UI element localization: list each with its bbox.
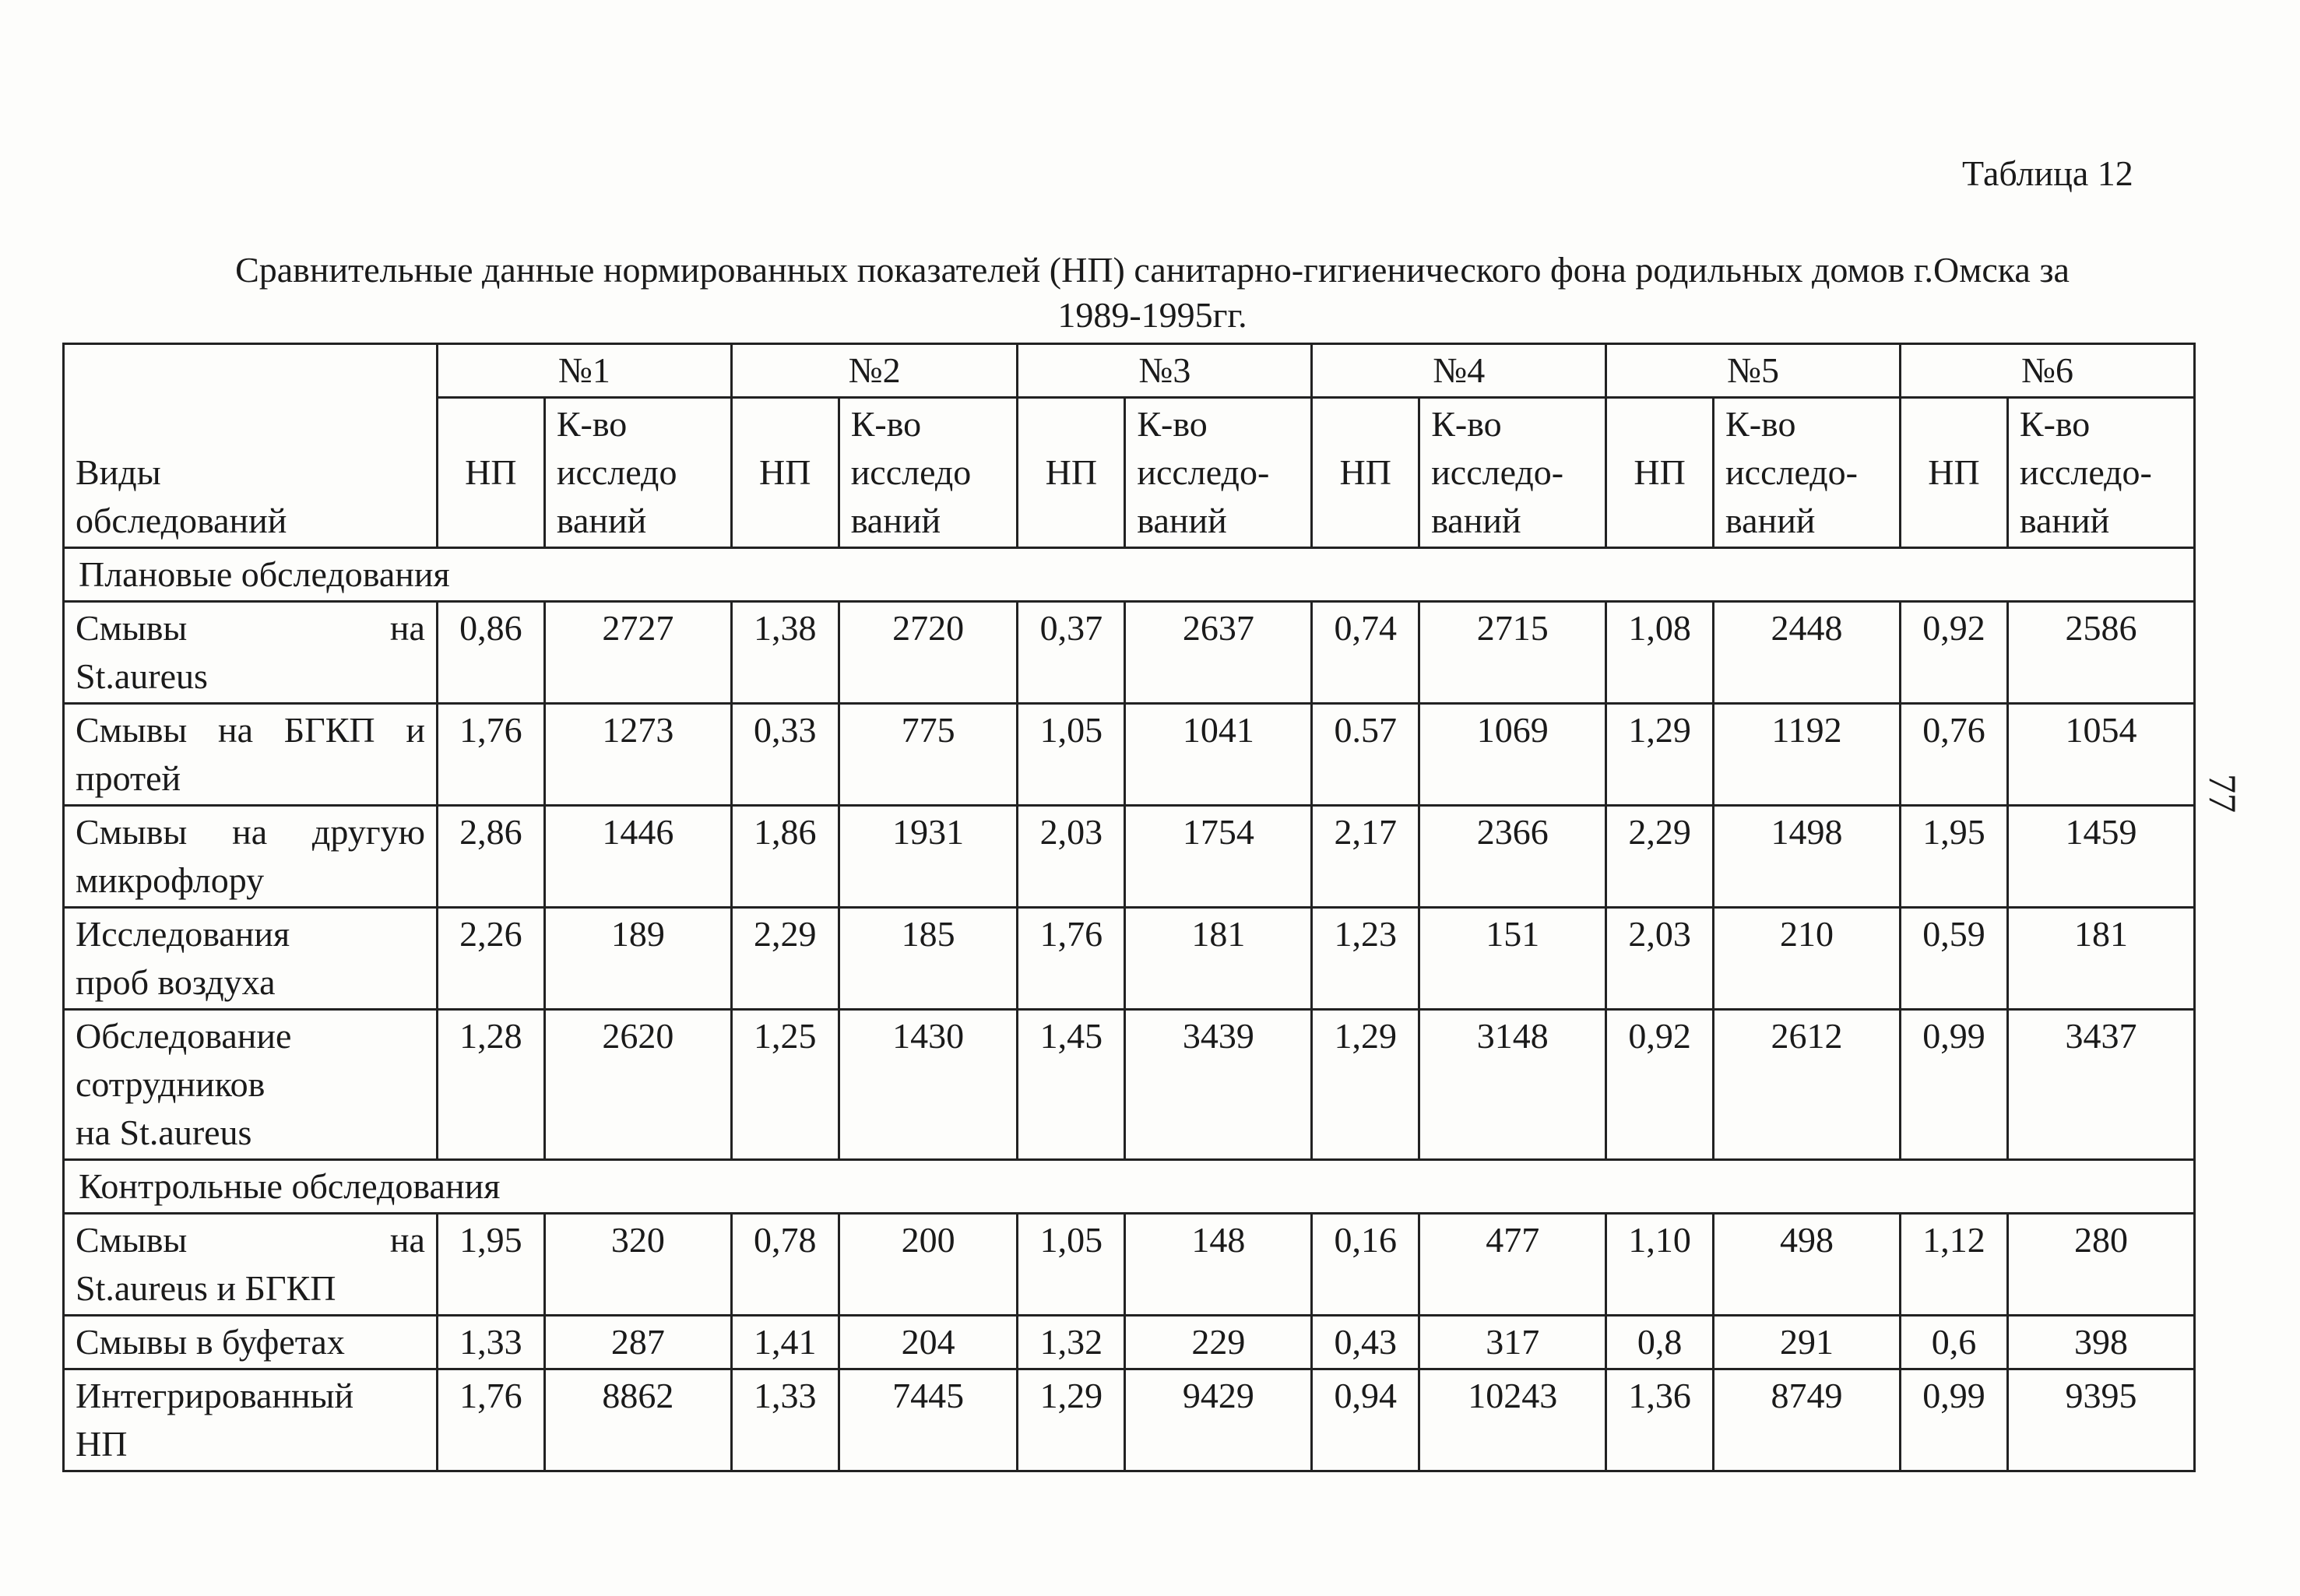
count-cell: 1069 [1419, 704, 1606, 806]
header-count-line: исследо- [1137, 452, 1270, 492]
section-title: Плановые обследования [64, 548, 2195, 602]
row-label [64, 602, 438, 704]
header-count-3 [1125, 398, 1312, 548]
count-cell: 2612 [1714, 1010, 1901, 1160]
np-cell: 1,29 [1018, 1369, 1125, 1471]
row-label-line: St.aureus [76, 656, 208, 696]
np-cell: 2,29 [731, 908, 839, 1010]
header-group-4: №4 [1312, 344, 1606, 398]
table-row [64, 704, 2195, 806]
header-group-6: №6 [1901, 344, 2195, 398]
header-group-row [64, 344, 2195, 398]
count-cell: 189 [544, 908, 731, 1010]
count-cell: 2715 [1419, 602, 1606, 704]
table-number: Таблица 12 [1962, 153, 2133, 193]
np-cell: 1,86 [731, 806, 839, 908]
header-count-5 [1714, 398, 1901, 548]
count-cell: 1430 [839, 1010, 1018, 1160]
header-count-line: ваний [1431, 501, 1521, 540]
row-label [64, 1369, 438, 1471]
row-label-line: протей [76, 758, 181, 798]
np-cell: 1,05 [1018, 704, 1125, 806]
header-count-6 [2007, 398, 2194, 548]
header-count-line: исследо- [1725, 452, 1858, 492]
row-label-line: Смывы на [76, 608, 425, 648]
np-cell: 0,8 [1606, 1316, 1714, 1369]
row-label-line: Смывы в буфетах [76, 1322, 345, 1362]
count-cell: 317 [1419, 1316, 1606, 1369]
count-cell: 1273 [544, 704, 731, 806]
table-row [64, 908, 2195, 1010]
row-label [64, 704, 438, 806]
table-row [64, 602, 2195, 704]
np-cell: 1,33 [731, 1369, 839, 1471]
header-count-2 [839, 398, 1018, 548]
np-cell: 1,08 [1606, 602, 1714, 704]
count-cell: 477 [1419, 1214, 1606, 1316]
count-cell: 148 [1125, 1214, 1312, 1316]
header-count-line: К-во [2019, 404, 2091, 444]
header-count-line: ваний [2019, 501, 2110, 540]
header-np-1: НП [437, 398, 544, 548]
row-label-line: Исследования [76, 914, 290, 954]
row-label-line: микрофлору [76, 860, 265, 900]
header-group-2: №2 [731, 344, 1018, 398]
count-cell: 185 [839, 908, 1018, 1010]
count-cell: 3437 [2007, 1010, 2194, 1160]
row-label [64, 1316, 438, 1369]
np-cell: 0,6 [1901, 1316, 2008, 1369]
section-title: Контрольные обследования [64, 1160, 2195, 1214]
data-table [62, 343, 2196, 1472]
row-label [64, 908, 438, 1010]
header-count-line: К-во [1137, 404, 1208, 444]
np-cell: 0,99 [1901, 1010, 2008, 1160]
np-cell: 1,76 [437, 1369, 544, 1471]
np-cell: 1,32 [1018, 1316, 1125, 1369]
caption-line-1: Сравнительные данные нормированных показателей (НП) санитарно-гигиенического фона родильных домов г.Омска за [235, 250, 2070, 290]
header-count-line: К-во [1725, 404, 1796, 444]
table-row [64, 1369, 2195, 1471]
np-cell: 1,05 [1018, 1214, 1125, 1316]
table-row [64, 1316, 2195, 1369]
np-cell: 0,43 [1312, 1316, 1419, 1369]
count-cell: 2727 [544, 602, 731, 704]
count-cell: 1459 [2007, 806, 2194, 908]
np-cell: 0,86 [437, 602, 544, 704]
count-cell: 8749 [1714, 1369, 1901, 1471]
np-cell: 1,33 [437, 1316, 544, 1369]
header-np-5: НП [1606, 398, 1714, 548]
row-label [64, 806, 438, 908]
np-cell: 0,16 [1312, 1214, 1419, 1316]
np-cell: 2,17 [1312, 806, 1419, 908]
header-np-2: НП [731, 398, 839, 548]
np-cell: 1,29 [1312, 1010, 1419, 1160]
count-cell: 181 [2007, 908, 2194, 1010]
count-cell: 10243 [1419, 1369, 1606, 1471]
count-cell: 2637 [1125, 602, 1312, 704]
header-np-6: НП [1901, 398, 2008, 548]
header-count-line: ваний [1137, 501, 1227, 540]
row-label [64, 1214, 438, 1316]
count-cell: 498 [1714, 1214, 1901, 1316]
np-cell: 0,76 [1901, 704, 2008, 806]
np-cell: 0,78 [731, 1214, 839, 1316]
np-cell: 1,38 [731, 602, 839, 704]
section-row [64, 1160, 2195, 1214]
count-cell: 775 [839, 704, 1018, 806]
header-count-line: К-во [850, 404, 922, 444]
np-cell: 1,95 [437, 1214, 544, 1316]
table-row [64, 806, 2195, 908]
row-label-line: НП [76, 1424, 128, 1464]
np-cell: 1,23 [1312, 908, 1419, 1010]
header-kind-cell: Виды обследований [64, 344, 438, 548]
header-count-line: ваний [850, 501, 941, 540]
count-cell: 2720 [839, 602, 1018, 704]
count-cell: 3439 [1125, 1010, 1312, 1160]
count-cell: 1498 [1714, 806, 1901, 908]
row-label-line: Обследование [76, 1016, 292, 1056]
count-cell: 1931 [839, 806, 1018, 908]
count-cell: 1754 [1125, 806, 1312, 908]
count-cell: 151 [1419, 908, 1606, 1010]
np-cell: 2,86 [437, 806, 544, 908]
header-count-line: К-во [556, 404, 628, 444]
count-cell: 8862 [544, 1369, 731, 1471]
header-count-line: ваний [1725, 501, 1816, 540]
count-cell: 3148 [1419, 1010, 1606, 1160]
np-cell: 0,92 [1901, 602, 2008, 704]
count-cell: 280 [2007, 1214, 2194, 1316]
count-cell: 1041 [1125, 704, 1312, 806]
section-row [64, 548, 2195, 602]
row-label-line: сотрудников [76, 1064, 266, 1104]
np-cell: 1,76 [1018, 908, 1125, 1010]
count-cell: 200 [839, 1214, 1018, 1316]
header-group-5: №5 [1606, 344, 1901, 398]
count-cell: 229 [1125, 1316, 1312, 1369]
count-cell: 320 [544, 1214, 731, 1316]
header-count-line: К-во [1431, 404, 1502, 444]
np-cell: 2,03 [1606, 908, 1714, 1010]
np-cell: 1,45 [1018, 1010, 1125, 1160]
header-count-4 [1419, 398, 1606, 548]
count-cell: 9429 [1125, 1369, 1312, 1471]
count-cell: 2448 [1714, 602, 1901, 704]
np-cell: 0,94 [1312, 1369, 1419, 1471]
count-cell: 1192 [1714, 704, 1901, 806]
table-row [64, 1010, 2195, 1160]
np-cell: 0.57 [1312, 704, 1419, 806]
count-cell: 7445 [839, 1369, 1018, 1471]
np-cell: 1,10 [1606, 1214, 1714, 1316]
np-cell: 1,12 [1901, 1214, 2008, 1316]
count-cell: 1446 [544, 806, 731, 908]
np-cell: 1,29 [1606, 704, 1714, 806]
np-cell: 1,25 [731, 1010, 839, 1160]
count-cell: 291 [1714, 1316, 1901, 1369]
row-label-line: Смывы на БГКП и [76, 710, 425, 750]
table-caption [78, 248, 2227, 338]
np-cell: 0,99 [1901, 1369, 2008, 1471]
header-np-4: НП [1312, 398, 1419, 548]
count-cell: 9395 [2007, 1369, 2194, 1471]
header-count-line: исследо- [1431, 452, 1564, 492]
count-cell: 2366 [1419, 806, 1606, 908]
count-cell: 181 [1125, 908, 1312, 1010]
header-count-line: исследо- [2019, 452, 2152, 492]
np-cell: 1,41 [731, 1316, 839, 1369]
header-group-1: №1 [437, 344, 731, 398]
np-cell: 0,33 [731, 704, 839, 806]
header-count-1 [544, 398, 731, 548]
np-cell: 2,26 [437, 908, 544, 1010]
count-cell: 287 [544, 1316, 731, 1369]
np-cell: 0,37 [1018, 602, 1125, 704]
np-cell: 1,76 [437, 704, 544, 806]
header-count-line: исследо [850, 452, 972, 492]
header-count-line: ваний [556, 501, 647, 540]
row-label-line: проб воздуха [76, 962, 276, 1002]
np-cell: 1,28 [437, 1010, 544, 1160]
page-number: 77 [2201, 774, 2245, 813]
row-label-line: Смывы на другую [76, 812, 425, 852]
row-label-line: Интегрированный [76, 1376, 354, 1415]
np-cell: 1,36 [1606, 1369, 1714, 1471]
np-cell: 2,29 [1606, 806, 1714, 908]
count-cell: 398 [2007, 1316, 2194, 1369]
row-label-line: на St.aureus [76, 1113, 252, 1152]
np-cell: 0,74 [1312, 602, 1419, 704]
row-label [64, 1010, 438, 1160]
count-cell: 2620 [544, 1010, 731, 1160]
caption-line-2: 1989-1995гг. [1057, 295, 1247, 335]
np-cell: 0,92 [1606, 1010, 1714, 1160]
count-cell: 2586 [2007, 602, 2194, 704]
count-cell: 204 [839, 1316, 1018, 1369]
header-np-3: НП [1018, 398, 1125, 548]
np-cell: 1,95 [1901, 806, 2008, 908]
header-count-line: исследо [556, 452, 677, 492]
header-group-3: №3 [1018, 344, 1312, 398]
count-cell: 1054 [2007, 704, 2194, 806]
np-cell: 0,59 [1901, 908, 2008, 1010]
row-label-line: St.aureus и БГКП [76, 1268, 336, 1308]
row-label-line: Смывы на [76, 1220, 425, 1260]
np-cell: 2,03 [1018, 806, 1125, 908]
count-cell: 210 [1714, 908, 1901, 1010]
table-row [64, 1214, 2195, 1316]
